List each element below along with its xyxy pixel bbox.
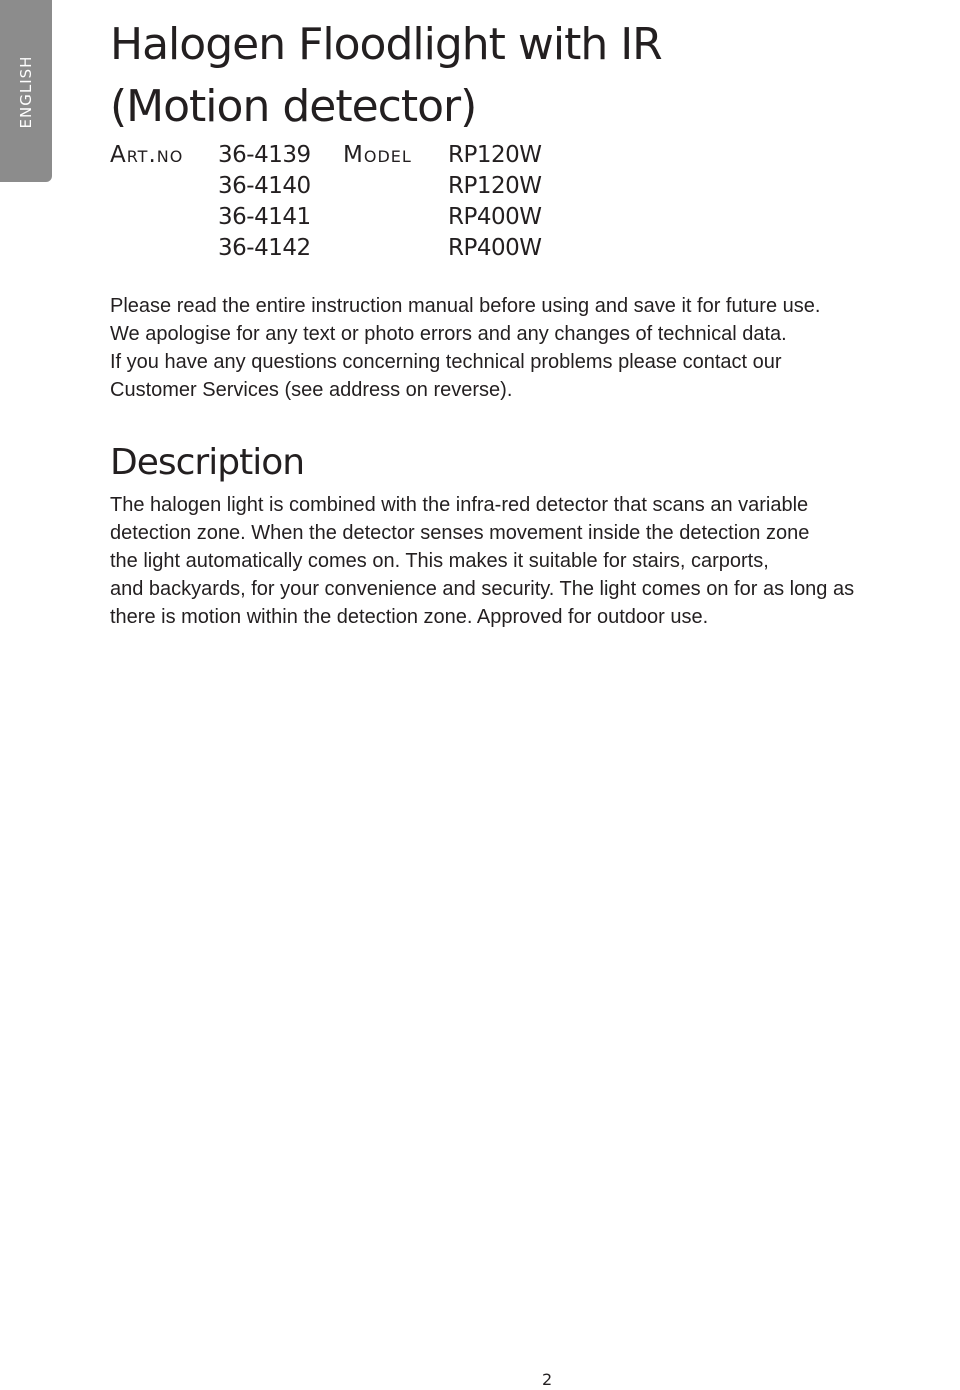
description-line: detection zone. When the detector senses movement inside the detection zone	[110, 522, 810, 544]
description-line: and backyards, for your convenience and security. The light comes on for as long as	[110, 578, 855, 600]
language-tab	[0, 0, 52, 182]
description-heading: Description	[110, 442, 305, 483]
spec-model-label-column	[343, 140, 412, 171]
spec-art-label-column	[110, 140, 183, 171]
page-title-line-2: (Motion detector)	[110, 81, 477, 132]
description-line: the light automatically comes on. This makes it suitable for stairs, carports,	[110, 550, 769, 572]
page-number: 2	[542, 1370, 553, 1389]
description-paragraph	[110, 491, 854, 631]
description-line: The halogen light is combined with the infra-red detector that scans an variable	[110, 494, 809, 516]
model-value: RP120W	[448, 142, 542, 168]
description-line: there is motion within the detection zone. Approved for outdoor use.	[110, 606, 709, 628]
intro-line: If you have any questions concerning technical problems please contact our	[110, 351, 782, 373]
art-no-label: Art.no	[110, 142, 184, 168]
model-value: RP400W	[448, 204, 542, 230]
spec-art-numbers	[218, 140, 311, 264]
page-title	[110, 14, 662, 138]
intro-paragraph	[110, 292, 820, 404]
language-tab-label: ENGLISH	[17, 55, 35, 129]
intro-line: Please read the entire instruction manual before using and save it for future use.	[110, 295, 821, 317]
model-value: RP120W	[448, 173, 542, 199]
art-no-value: 36-4142	[218, 235, 311, 261]
model-value: RP400W	[448, 235, 542, 261]
intro-line: We apologise for any text or photo errors and any changes of technical data.	[110, 323, 787, 345]
art-no-value: 36-4140	[218, 173, 311, 199]
art-no-value: 36-4139	[218, 142, 311, 168]
intro-line: Customer Services (see address on reverse).	[110, 379, 513, 401]
art-no-value: 36-4141	[218, 204, 311, 230]
model-label: Model	[343, 142, 412, 168]
spec-model-values	[448, 140, 542, 264]
page-title-line-1: Halogen Floodlight with IR	[110, 19, 662, 70]
